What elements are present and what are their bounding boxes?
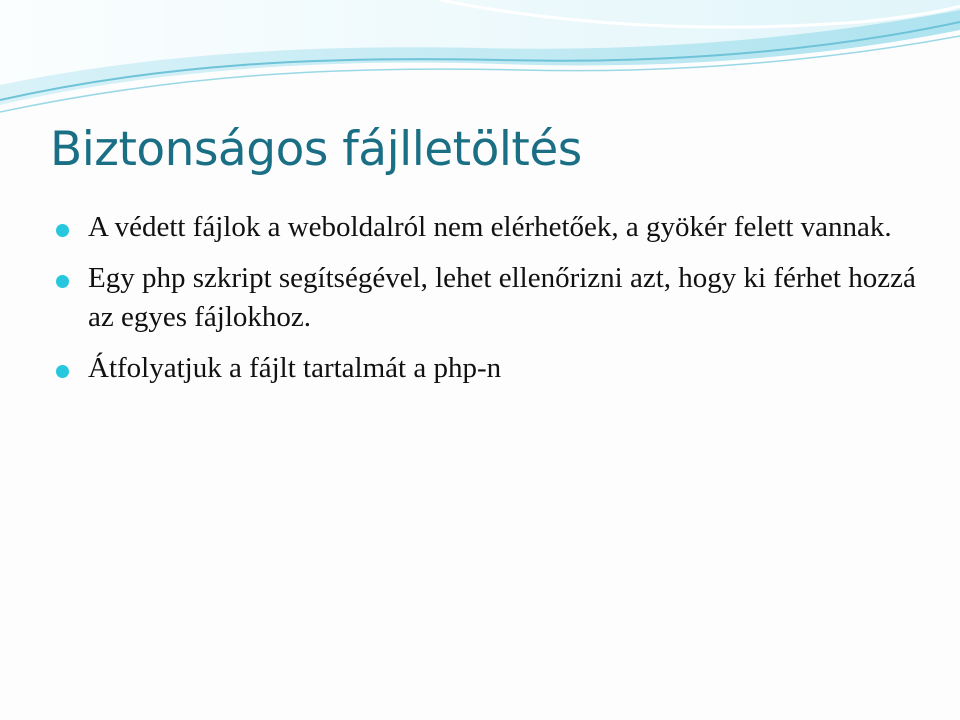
bullet-item — [56, 349, 916, 388]
bullet-dot-icon — [56, 275, 69, 288]
bullet-text: Átfolyatjuk a fájlt tartalmát a php-n — [88, 352, 502, 384]
bullet-text: Egy php szkript segítségével, lehet ellenőrizni azt, hogy ki férhet hozzá az egyes fájlokhoz. — [88, 262, 916, 333]
slide-title: Biztonságos fájlletöltés — [50, 122, 582, 177]
bullet-dot-icon — [56, 365, 69, 378]
bullet-list — [56, 208, 916, 400]
bullet-dot-icon — [56, 224, 69, 237]
decorative-wave-header — [0, 0, 960, 120]
bullet-item — [56, 208, 916, 247]
bullet-item — [56, 259, 916, 337]
bullet-text: A védett fájlok a weboldalról nem elérhetőek, a gyökér felett vannak. — [88, 211, 892, 243]
